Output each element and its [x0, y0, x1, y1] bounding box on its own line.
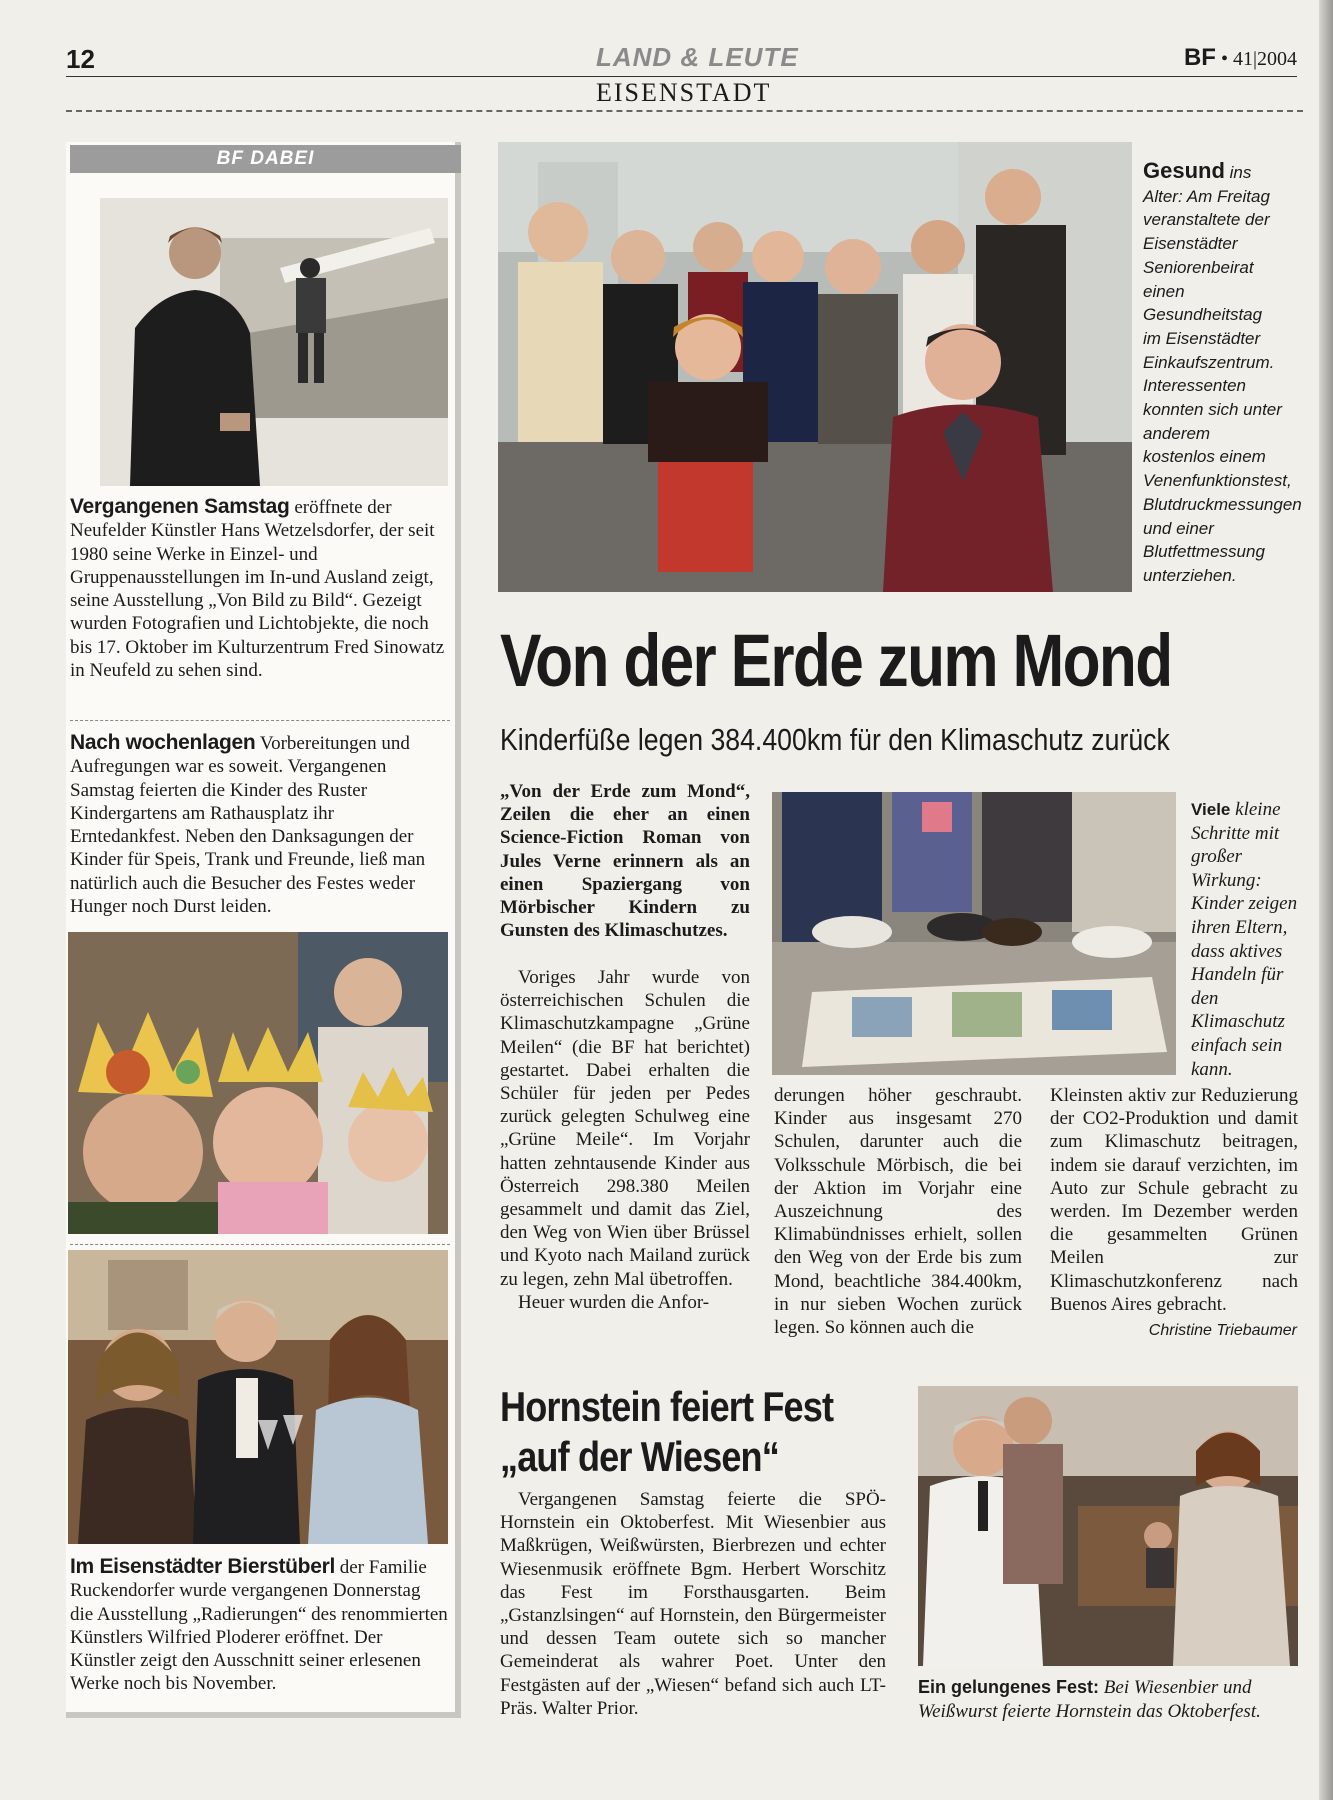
- article-column-1-p1: Voriges Jahr wurde von österreichischen Schulen die Klimaschutzkampagne „Grüne Meilen“ (die BF hat berichtet) gestartet. Dabei erhalten die Schüler für jeden per Pedes zurück gelegten Schulweg eine „Grüne Meile“. Im Vorjahr hatten zehntausende Kinder aus Österreich 298.380 Meilen gesammelt und damit das Ziel, den Weg von Wien über Brüssel und Kyoto nach Mailand zurück zu legen, zehn Mal übetroffen.: [500, 967, 750, 1290]
- article-column-3-text: Kleinsten aktiv zur Reduzierung der CO2-Produktion und damit zum Klimaschutz beitragen, indem sie darauf verzichten, im Auto zur Schule gebracht zu werden. Im Dezember werden die gesammelten Grünen Meilen zur Klimaschutzkonferenz nach Buenos Aires gebracht.: [1050, 1085, 1298, 1315]
- article-headline: Von der Erde zum Mond: [500, 619, 1172, 702]
- header-rule: [66, 76, 1297, 77]
- city-title: EISENSTADT: [596, 78, 772, 107]
- feet-caption-text: kleine Schritte mit großer Wirkung: Kinder zeigen ihren Eltern, dass aktives Handeln für den Klimaschutz einfach sein kann.: [1191, 799, 1298, 1080]
- oktoberfest-photo-caption: [918, 1676, 1298, 1723]
- sidebar-label: BF DABEI: [70, 145, 461, 173]
- children-feet-photo: [772, 792, 1176, 1075]
- article2-headline-line2: „auf der Wiesen“: [500, 1433, 779, 1480]
- sidebar-item-1: [70, 495, 445, 682]
- seniors-caption-lead: Gesund: [1143, 158, 1225, 183]
- sidebar-separator-2: [70, 1244, 450, 1245]
- sidebar-item-3-lead: Im Eisenstädter Bierstüberl: [70, 1555, 335, 1578]
- sidebar-item-2-lead: Nach wochenlagen: [70, 731, 256, 754]
- article-column-2: [774, 1084, 1022, 1339]
- article2-headline: [500, 1382, 833, 1482]
- seniors-group-photo: [498, 142, 1132, 592]
- bullet-separator: •: [1220, 48, 1233, 70]
- article2-headline-line1: Hornstein feiert Fest: [500, 1383, 834, 1430]
- feet-photo-caption: [1191, 798, 1299, 1081]
- paper-name: BF: [1183, 44, 1216, 71]
- sidebar-item-3-text: der Familie Ruckendorfer wurde vergangenen Donnerstag die Ausstellung „Radierungen“ des renommierten Künstlers Wilfried Ploderer eröffnet. Der Künstler zeigt den Ausschnitt seiner erlesenen Werke noch bis November.: [70, 1557, 448, 1695]
- bierstueberl-photo: [68, 1250, 448, 1544]
- seniors-photo-caption: [1143, 158, 1302, 588]
- header-dashed-rule: [66, 110, 1303, 112]
- issue-info: [1184, 44, 1297, 72]
- page-number: 12: [66, 44, 95, 74]
- article-column-2-text: derungen höher geschraubt. Kinder aus insgesamt 270 Schulen, darunter auch die Volksschule Mörbisch, die bei der Aktion im Vorjahr eine Auszeichnung des Klimabündnisses erhielt, sollen den Weg von der Erde bis zum Mond, beachtliche 384.400km, in nur sieben Wochen zurück legen. So können auch die: [774, 1085, 1022, 1339]
- artist-photo: [100, 198, 448, 486]
- section-title: LAND & LEUTE: [596, 42, 799, 72]
- article2-body: [500, 1488, 886, 1720]
- oktoberfest-caption-text: Bei Wiesenbier und Weißwurst feierte Hornstein das Oktoberfest.: [918, 1677, 1261, 1722]
- page-edge-shadow: [1319, 0, 1333, 1800]
- sidebar-item-1-text: eröffnete der Neufelder Künstler Hans Wetzelsdorfer, der seit 1980 seine Werke in Einzel- und Gruppenausstellungen im In-und Ausland zeigt, seine Ausstellung „Von Bild zu Bild“. Gezeigt wurden Fotografien und Lichtobjekte, die noch bis 17. Oktober im Kulturzentrum Fred Sinowatz in Neufeld zu sehen sind.: [70, 497, 445, 682]
- article-author: Christine Triebaumer: [1148, 1322, 1297, 1339]
- sidebar-item-2: [70, 731, 448, 918]
- feet-caption-lead: Viele: [1191, 800, 1231, 819]
- article2-body-text: Vergangenen Samstag feierte die SPÖ-Hornstein ein Oktoberfest. Mit Wiesenbier aus Maßkrügen, Weißwürsten, Bierbrezen und echter Wiesenmusik eröffnete Bgm. Herbert Worschitz das Fest im Forsthausgarten. Beim „Gstanzlsingen“ auf Hornstein, den Bürgermeister und dessen Team outete sich so mancher Gemeinderat als wahrer Poet. Unter den Festgästen auf der „Wiesen“ befand sich auch LT-Präs. Walter Prior.: [500, 1489, 886, 1719]
- kindergarten-photo: [68, 932, 448, 1234]
- article-column-3: [1050, 1084, 1298, 1316]
- oktoberfest-photo: [918, 1386, 1298, 1666]
- article-column-1: [500, 966, 750, 1314]
- oktoberfest-caption-lead: Ein gelungenes Fest:: [918, 1677, 1100, 1697]
- article-intro: „Von der Erde zum Mond“, Zeilen die eher an einen Science-Fiction Roman von Jules Verne erinnern als an einen Spaziergang von Mörbischer Kindern zu Gunsten des Klimaschutzes.: [500, 781, 750, 942]
- issue-number: 41|2004: [1232, 48, 1297, 70]
- article-subheadline: Kinderfüße legen 384.400km für den Klimaschutz zurück: [500, 722, 1170, 757]
- article-column-1-p2: Heuer wurden die Anfor-: [518, 1291, 710, 1313]
- sidebar-item-2-text: Vorbereitungen und Aufregungen war es soweit. Vergangenen Samstag feierten die Kinder des Ruster Kindergartens am Rathausplatz ihr Erntedankfest. Neben den Danksagungen der Kinder für Speis, Trank und Freunde, ließ man natürlich auch die Besucher des Festes weder Hunger noch Durst leiden.: [70, 733, 426, 918]
- sidebar-item-3: [70, 1555, 448, 1696]
- sidebar-separator: [70, 720, 450, 721]
- seniors-caption-text: ins Alter: Am Freitag veranstaltete der Eisenstädter Seniorenbeirat einen Gesundheitstag im Eisenstädter Einkaufszentrum. Interessenten konnten sich unter anderem kostenlos einem Venenfunktionstest, Blutdruckmessungen und einer Blutfettmessung unterziehen.: [1143, 163, 1302, 585]
- sidebar-item-1-lead: Vergangenen Samstag: [70, 495, 290, 518]
